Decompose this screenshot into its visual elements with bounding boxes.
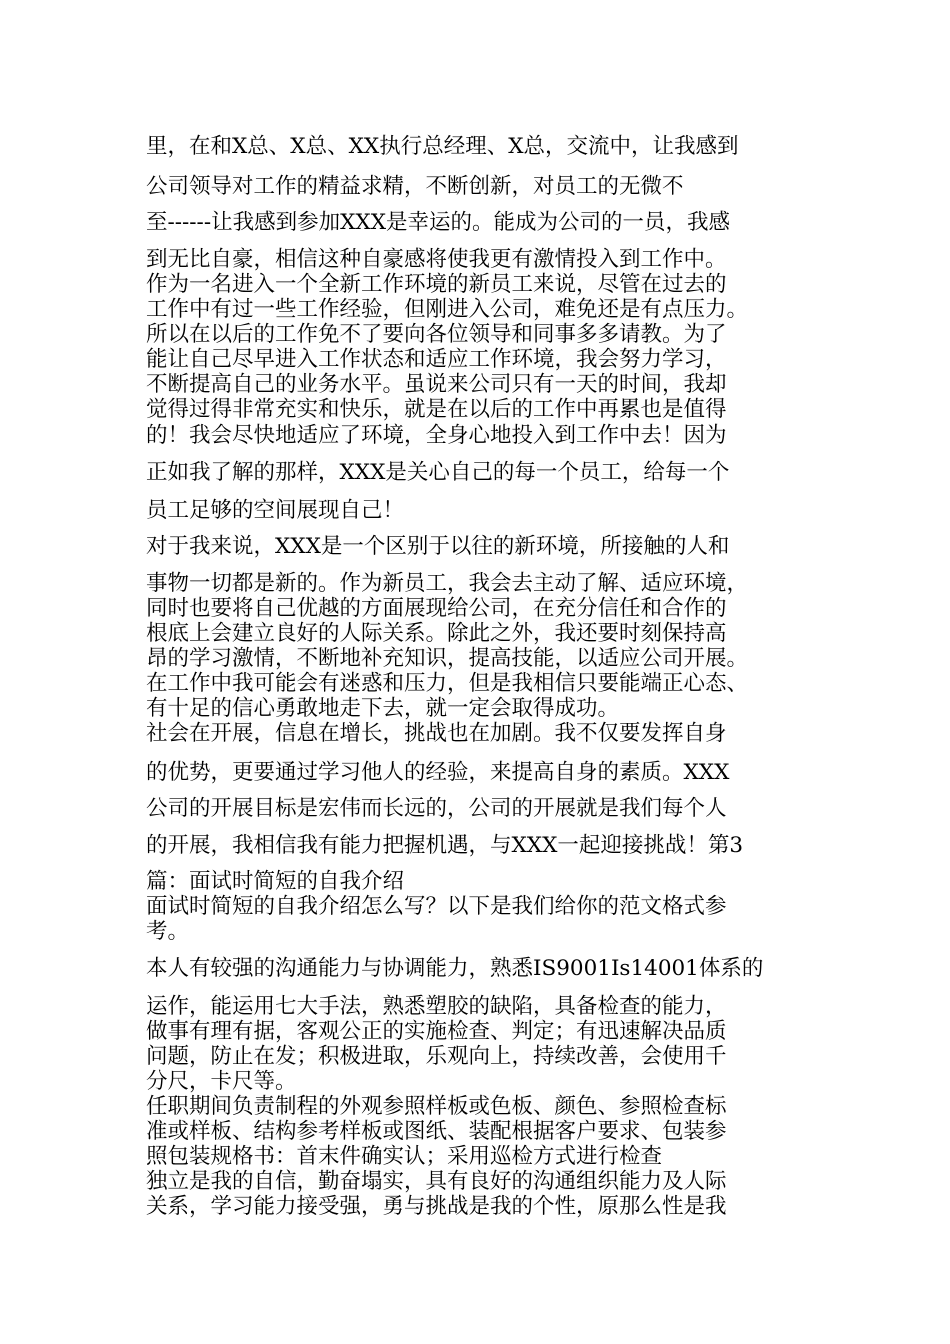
- text-line: 不断提高自己的业务水平。虽说来公司只有一天的时间，我却: [146, 372, 727, 397]
- text-line: 能让自己尽早进入工作状态和适应工作环境，我会努力学习，: [146, 347, 727, 372]
- text-line: 的开展，我相信我有能力把握机遇，与XXX一起迎接挑战！第3: [146, 833, 744, 858]
- text-line: 根底上会建立良好的人际关系。除此之外，我还要时刻保持高: [146, 621, 727, 646]
- text-line: 对于我来说，XXX是一个区别于以往的新环境，所接触的人和: [146, 534, 730, 559]
- text-line: 正如我了解的那样，XXX是关心自己的每一个员工，给每一个: [146, 460, 730, 485]
- text-line: 有十足的信心勇敢地走下去，就一定会取得成功。: [146, 696, 620, 721]
- text-line: 员工足够的空间展现自己！: [146, 498, 405, 523]
- text-line: 问题，防止在发；积极进取，乐观向上，持续改善，会使用千: [146, 1044, 727, 1069]
- text-line: 至------让我感到参加XXX是幸运的。能成为公司的一员，我感: [146, 210, 731, 235]
- text-line: 考。: [146, 919, 190, 944]
- text-line: 公司的开展目标是宏伟而长远的，公司的开展就是我们每个人: [146, 796, 727, 821]
- text-line: 篇：面试时简短的自我介绍: [146, 869, 405, 894]
- text-line: 分尺，卡尺等。: [146, 1069, 297, 1094]
- text-line: 的！我会尽快地适应了环境，全身心地投入到工作中去！因为: [146, 423, 727, 448]
- text-line: 里，在和X总、X总、XX执行总经理、X总，交流中，让我感到: [146, 134, 739, 159]
- text-line: 关系，学习能力接受强，勇与挑战是我的个性，原那么性是我: [146, 1194, 727, 1219]
- text-line: 本人有较强的沟通能力与协调能力，熟悉IS9001Is14001体系的: [146, 956, 764, 981]
- text-line: 照包装规格书：首末件确实认；采用巡检方式进行检查: [146, 1144, 663, 1169]
- text-line: 社会在开展，信息在增长，挑战也在加剧。我不仅要发挥自身: [146, 721, 727, 746]
- text-line: 运作，能运用七大手法，熟悉塑胶的缺陷，具备检查的能力，: [146, 994, 727, 1019]
- text-line: 独立是我的自信，勤奋塌实，具有良好的沟通组织能力及人际: [146, 1169, 727, 1194]
- text-line: 所以在以后的工作免不了要向各位领导和同事多多请教。为了: [146, 322, 727, 347]
- text-line: 的优势，更要通过学习他人的经验，来提高自身的素质。XXX: [146, 760, 730, 785]
- text-line: 作为一名进入一个全新工作环境的新员工来说，尽管在过去的: [146, 272, 727, 297]
- text-line: 面试时简短的自我介绍怎么写？以下是我们给你的范文格式参: [146, 894, 727, 919]
- text-line: 任职期间负责制程的外观参照样板或色板、颜色、参照检查标: [146, 1094, 727, 1119]
- text-line: 到无比自豪，相信这种自豪感将使我更有激情投入到工作中。: [146, 247, 727, 272]
- text-line: 昂的学习激情，不断地补充知识，提高技能，以适应公司开展。: [146, 646, 749, 671]
- text-line: 在工作中我可能会有迷惑和压力，但是我相信只要能端正心态、: [146, 671, 749, 696]
- text-line: 工作中有过一些工作经验，但刚进入公司，难免还是有点压力。: [146, 297, 749, 322]
- text-line: 公司领导对工作的精益求精，不断创新，对员工的无微不: [146, 174, 684, 199]
- text-line: 准或样板、结构参考样板或图纸、装配根据客户要求、包装参: [146, 1119, 727, 1144]
- text-line: 做事有理有据，客观公正的实施检查、判定；有迅速解决品质: [146, 1019, 727, 1044]
- text-line: 同时也要将自己优越的方面展现给公司，在充分信任和合作的: [146, 596, 727, 621]
- text-line: 觉得过得非常充实和快乐，就是在以后的工作中再累也是值得: [146, 397, 727, 422]
- text-line: 事物一切都是新的。作为新员工，我会去主动了解、适应环境，: [146, 571, 749, 596]
